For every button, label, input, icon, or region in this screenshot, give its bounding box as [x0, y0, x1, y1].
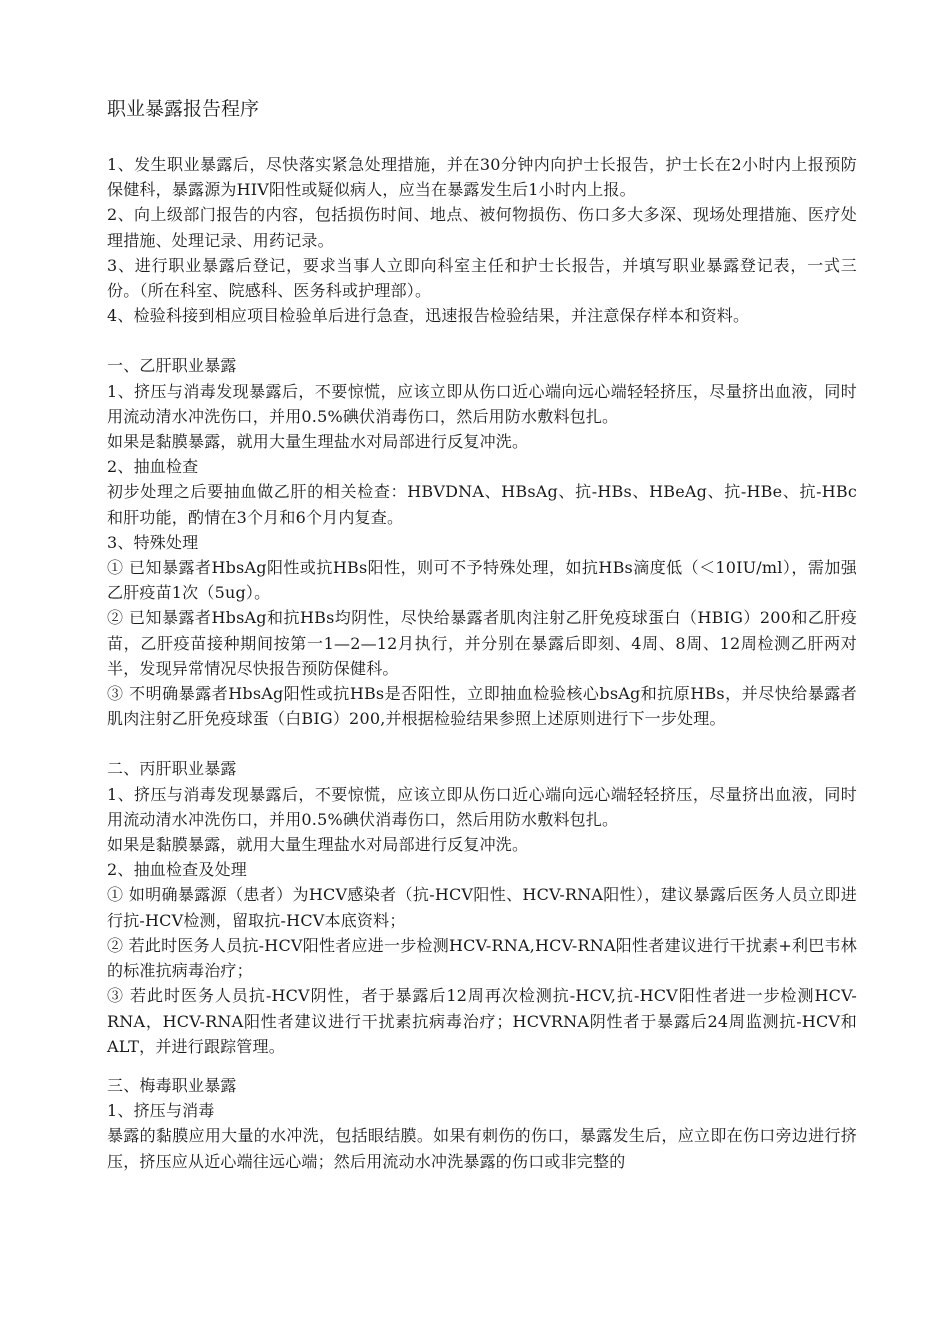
intro-paragraph: 3、进行职业暴露后登记，要求当事人立即向科室主任和护士长报告，并填写职业暴露登记表，一式三份。（所在科室、院感科、医务科或护理部）。: [107, 255, 857, 301]
section-paragraph: 暴露的黏膜应用大量的水冲洗，包括眼结膜。如果有刺伤的伤口，暴露发生后，应立即在伤口旁边进行挤压，挤压应从近心端往远心端；然后用流动水冲洗暴露的伤口或非完整的: [107, 1126, 857, 1171]
hepatitis-b-section: [107, 353, 857, 731]
section-paragraph: ② 若此时医务人员抗-HCV阳性者应进一步检测HCV-RNA,HCV-RNA阳性者建议进行干扰素+利巴韦林的标准抗病毒治疗；: [107, 935, 857, 981]
section-paragraph: 1、挤压与消毒发现暴露后，不要惊慌，应该立即从伤口近心端向远心端轻轻挤压，尽量挤出血液，同时用流动清水冲洗伤口，并用0.5%碘伏消毒伤口，然后用防水敷料包扎。: [107, 381, 857, 426]
section-paragraph: 初步处理之后要抽血做乙肝的相关检查：HBVDNA、HBsAg、抗-HBs、HBeAg、抗-HBe、抗-HBc和肝功能，酌情在3个月和6个月内复查。: [107, 482, 857, 527]
intro-section: [107, 152, 857, 328]
hepatitis-c-section: [107, 756, 857, 1058]
intro-paragraph: 1、发生职业暴露后，尽快落实紧急处理措施，并在30分钟内向护士长报告，护士长在2小时内上报预防保健科，暴露源为HIV阳性或疑似病人，应当在暴露发生后1小时内上报。: [107, 155, 857, 200]
section-paragraph: ① 已知暴露者HbsAg阳性或抗HBs阳性，则可不予特殊处理，如抗HBs滴度低（＜10IU/ml），需加强乙肝疫苗1次（5ug）。: [107, 558, 857, 603]
subsection-heading: 2、抽血检查及处理: [107, 860, 247, 880]
section-paragraph: ② 已知暴露者HbsAg和抗HBs均阴性，尽快给暴露者肌肉注射乙肝免疫球蛋白（HBIG）200和乙肝疫苗，乙肝疫苗接种期间按第一1—2—12月执行，并分别在暴露后即刻、4周、8周、12周检测乙肝两对半，发现异常情况尽快报告预防保健科。: [107, 608, 857, 678]
section-paragraph: 1、挤压与消毒发现暴露后，不要惊慌，应该立即从伤口近心端向远心端轻轻挤压，尽量挤出血液，同时用流动清水冲洗伤口，并用0.5%碘伏消毒伤口，然后用防水敷料包扎。: [107, 784, 857, 829]
intro-paragraph: 4、检验科接到相应项目检验单后进行急查，迅速报告检验结果，并注意保存样本和资料。: [107, 306, 750, 326]
syphilis-section: [107, 1073, 857, 1174]
section-paragraph: 如果是黏膜暴露，就用大量生理盐水对局部进行反复冲洗。: [107, 835, 529, 855]
section-paragraph: ① 如明确暴露源（患者）为HCV感染者（抗-HCV阳性、HCV-RNA阳性），建议暴露后医务人员立即进行抗-HCV检测，留取抗-HCV本底资料；: [107, 885, 857, 930]
subsection-heading: 1、挤压与消毒: [107, 1101, 215, 1121]
section-paragraph: 如果是黏膜暴露，就用大量生理盐水对局部进行反复冲洗。: [107, 432, 529, 452]
section-paragraph: ③ 若此时医务人员抗-HCV阴性，者于暴露后12周再次检测抗-HCV,抗-HCV阳性者进一步检测HCV-RNA，HCV-RNA阳性者建议进行干扰素抗病毒治疗；HCVRNA阴性者于暴露后24周监测抗-HCV和ALT，并进行跟踪管理。: [107, 986, 857, 1056]
document-page: [107, 96, 857, 1174]
intro-paragraph: 2、向上级部门报告的内容，包括损伤时间、地点、被何物损伤、伤口多大多深、现场处理措施、医疗处理措施、处理记录、用药记录。: [107, 205, 857, 250]
section-heading: 一、乙肝职业暴露: [107, 356, 237, 376]
section-heading: 三、梅毒职业暴露: [107, 1075, 237, 1095]
document-title: 职业暴露报告程序: [107, 98, 260, 120]
section-paragraph: ③ 不明确暴露者HbsAg阳性或抗HBs是否阳性，立即抽血检验核心bsAg和抗原HBs，并尽快给暴露者肌肉注射乙肝免疫球蛋（白BIG）200,并根据检验结果参照上述原则进行下一步处理。: [107, 684, 857, 729]
section-heading: 二、丙肝职业暴露: [107, 759, 237, 779]
subsection-heading: 2、抽血检查: [107, 457, 199, 477]
subsection-heading: 3、特殊处理: [107, 532, 199, 552]
